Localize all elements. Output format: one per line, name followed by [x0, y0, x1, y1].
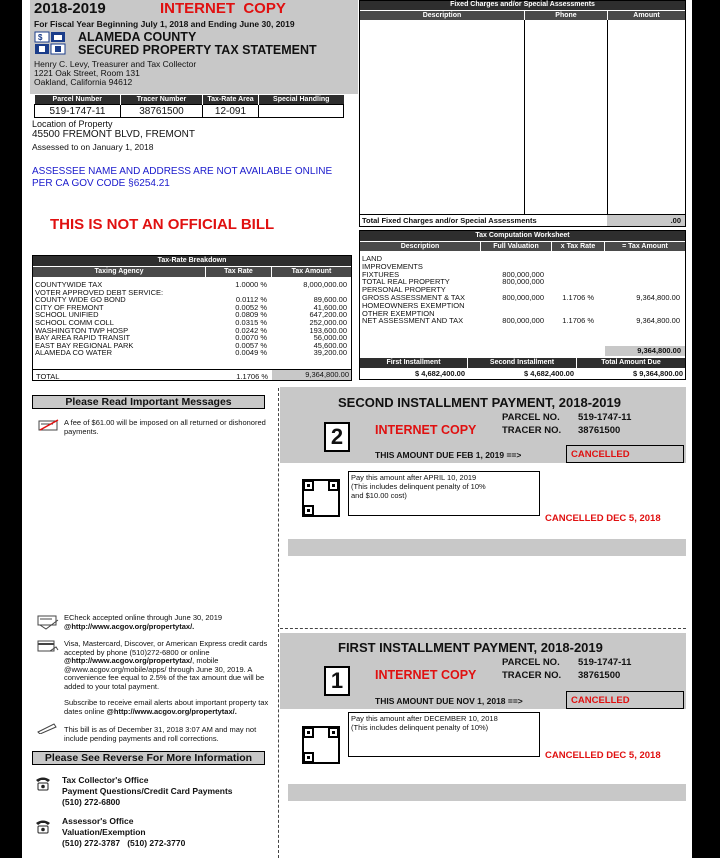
ws-label: LAND [362, 254, 383, 263]
first-tracer-label: TRACER NO. [502, 670, 562, 681]
collector-address: 1221 Oak Street, Room 131 [34, 68, 140, 78]
second-due-label: THIS AMOUNT DUE FEB 1, 2019 ==> [375, 450, 522, 460]
credit-card-icon [36, 638, 60, 654]
first-stub-bar [288, 784, 686, 801]
ws-value: 800,000,000 [502, 316, 544, 326]
breakdown-row [35, 349, 350, 357]
agency-rate: 1.0000 % [235, 280, 267, 289]
credit-card-notice [64, 640, 269, 691]
installment-summary [360, 358, 685, 379]
tax-rate-area-header: Tax-Rate Area [203, 95, 259, 105]
ws-label: PERSONAL PROPERTY [362, 285, 446, 295]
first-penalty-line2: (This includes delinquent penalty of 10%) [351, 723, 489, 732]
assessed-date: Assessed to on January 1, 2018 [32, 142, 154, 152]
messages-title: Please Read Important Messages [32, 395, 265, 409]
fixed-total-label: Total Fixed Charges and/or Special Assessments [362, 216, 537, 225]
echeck-icon [36, 614, 60, 630]
breakdown-col-amount: Tax Amount [272, 267, 351, 277]
second-installment-label: Second Installment [468, 358, 576, 368]
breakdown-total-label: TOTAL [36, 372, 60, 381]
second-installment-number: 2 [324, 422, 350, 452]
agency: BAY AREA RAPID TRANSIT [35, 333, 131, 343]
agency-amount: 89,600.00 [313, 295, 347, 305]
contacts-title: Please See Reverse For More Information [32, 751, 265, 765]
worksheet-title: Tax Computation Worksheet [360, 231, 685, 241]
breakdown-rows [35, 281, 350, 357]
agency: EAST BAY REGIONAL PARK [35, 340, 134, 350]
tax-collector-desc: Payment Questions/Credit Card Payments [62, 786, 233, 796]
parcel-number-header: Parcel Number [35, 95, 121, 105]
agency-rate: 0.0070 % [235, 333, 267, 343]
agency: COUNTYWIDE TAX [35, 280, 103, 289]
tax-rate-breakdown [32, 255, 352, 381]
first-due-label: THIS AMOUNT DUE NOV 1, 2018 ==> [375, 696, 523, 706]
subscribe-notice [64, 699, 269, 716]
second-installment-title: SECOND INSTALLMENT PAYMENT, 2018-2019 [338, 395, 621, 410]
worksheet-col-description: Description [360, 242, 480, 251]
second-cancelled-date: CANCELLED DEC 5, 2018 [545, 513, 661, 524]
property-location: 45500 FREMONT BLVD, FREMONT [32, 129, 195, 140]
statement-header [30, 0, 358, 94]
second-status: CANCELLED [566, 445, 684, 463]
agency-rate: 0.0049 % [235, 348, 267, 358]
fixed-charges-panel [359, 0, 686, 227]
second-penalty-line2: (This includes delinquent penalty of 10% [351, 482, 486, 491]
ws-rate: 1.1706 % [562, 292, 594, 302]
fixed-total-row [360, 214, 685, 226]
agency: WASHINGTON TWP HOSP [35, 325, 129, 335]
breakdown-col-agency: Taxing Agency [33, 267, 205, 277]
first-qr-code-icon [302, 726, 340, 764]
assessor-phone[interactable]: (510) 272-3787 (510) 272-3770 [62, 838, 186, 848]
second-parcel-label: PARCEL NO. [502, 412, 560, 423]
ws-label: HOMEOWNERS EXEMPTION [362, 300, 465, 310]
ws-value: 800,000,000 [502, 292, 544, 302]
first-status: CANCELLED [566, 691, 684, 709]
second-internet-copy: INTERNET COPY [375, 423, 477, 437]
county-name: ALAMEDA COUNTY [78, 30, 197, 44]
worksheet-col-rate: x Tax Rate [552, 242, 604, 251]
tracer-number-value: 38761500 [121, 105, 203, 118]
breakdown-total-amount: 9,364,800.00 [272, 370, 351, 380]
breakdown-col-rate: Tax Rate [206, 267, 271, 277]
subscribe-link[interactable]: @http://www.acgov.org/propertytax/. [106, 706, 237, 716]
worksheet-row [362, 317, 684, 325]
worksheet-rows [362, 255, 684, 325]
first-installment-number: 1 [324, 666, 350, 696]
ws-label: TOTAL REAL PROPERTY [362, 277, 450, 287]
first-installment-stub [280, 633, 686, 709]
ws-label: NET ASSESSMENT AND TAX [362, 316, 464, 326]
collector-name: Henry C. Levy, Treasurer and Tax Collector [34, 59, 197, 69]
agency: SCHOOL UNIFIED [35, 310, 99, 320]
tracer-number-header: Tracer Number [121, 95, 203, 105]
agency-rate: 0.0315 % [235, 317, 267, 327]
fee-notice: A fee of $61.00 will be imposed on all returned or dishonored payments. [64, 418, 266, 436]
fixed-total-value: .00 [607, 215, 685, 226]
tax-rate-area-value: 12-091 [203, 105, 259, 118]
agency-amount: 56,000.00 [313, 333, 347, 343]
tax-collector-phone[interactable]: (510) 272-6800 [62, 797, 121, 807]
ws-rate: 1.1706 % [562, 316, 594, 326]
second-stub-bar [288, 539, 686, 556]
breakdown-total-rate: 1.1706 % [236, 372, 268, 381]
perforation-line [278, 388, 279, 858]
agency-amount: 8,000,000.00 [303, 280, 347, 289]
echeck-link[interactable]: @http://www.acgov.org/propertytax/. [64, 621, 195, 631]
agency-amount: 45,600.00 [313, 340, 347, 350]
total-due-amount: $ 9,364,800.00 [632, 369, 683, 378]
first-penalty-line1: Pay this amount after DECEMBER 10, 2018 [351, 714, 498, 723]
ws-amount: 9,364,800.00 [636, 292, 680, 302]
agency-rate: 0.0052 % [235, 302, 267, 312]
special-handling-header: Special Handling [259, 95, 344, 105]
horizontal-perforation [280, 628, 686, 629]
parcel-table [34, 95, 344, 118]
agency-rate: 0.0242 % [235, 325, 267, 335]
first-tracer-value: 38761500 [578, 670, 621, 681]
worksheet-col-amount: = Tax Amount [605, 242, 685, 251]
total-due-label: Total Amount Due [577, 358, 685, 368]
agency: VOTER APPROVED DEBT SERVICE: [35, 287, 164, 297]
echeck-notice [64, 614, 269, 631]
returned-check-icon [38, 418, 60, 432]
agency: COUNTY WIDE GO BOND [35, 295, 126, 305]
special-handling-value [259, 105, 344, 118]
collector-city: Oakland, California 94612 [34, 77, 133, 87]
worksheet-col-full-value: Full Valuation [481, 242, 551, 251]
first-internet-copy: INTERNET COPY [375, 668, 477, 682]
statement-title: SECURED PROPERTY TAX STATEMENT [78, 43, 317, 57]
agency-rate: 0.0112 % [235, 295, 267, 305]
agency: ALAMEDA CO WATER [35, 348, 113, 358]
fixed-col-phone: Phone [525, 11, 607, 20]
fixed-divider-1 [524, 20, 525, 214]
ws-label: GROSS ASSESSMENT & TAX [362, 292, 465, 302]
cards-text: Visa, Mastercard, Discover, or American Express credit cards accepted by phone (510)272-6800 or online [64, 639, 268, 657]
agency-amount: 193,600.00 [309, 325, 347, 335]
phone-icon [34, 775, 52, 791]
assessee-notice-line1: ASSESSEE NAME AND ADDRESS ARE NOT AVAILABLE ONLINE [32, 166, 333, 177]
agency-amount: 252,000.00 [309, 317, 347, 327]
internet-copy-label: INTERNET COPY [160, 0, 286, 17]
ws-label: IMPROVEMENTS [362, 261, 423, 271]
parcel-number-value: 519-1747-11 [35, 105, 121, 118]
agency-rate: 0.0057 % [235, 340, 267, 350]
ws-label: OTHER EXEMPTION [362, 308, 435, 318]
worksheet-total: 9,364,800.00 [605, 346, 685, 356]
first-parcel-value: 519-1747-11 [578, 657, 632, 668]
agency: SCHOOL COMM COLL [35, 317, 114, 327]
agency-rate: 0.0809 % [235, 310, 267, 320]
first-cancelled-date: CANCELLED DEC 5, 2018 [545, 750, 661, 761]
second-installment-stub [280, 387, 686, 463]
second-tracer-value: 38761500 [578, 425, 621, 436]
statement-year: 2018-2019 [34, 0, 106, 17]
fixed-divider-2 [607, 20, 608, 214]
ws-amount: 9,364,800.00 [636, 316, 680, 326]
second-penalty-line3: and $10.00 cost) [351, 491, 407, 500]
fiscal-year-text: For Fiscal Year Beginning July 1, 2018 and Ending June 30, 2019 [34, 19, 295, 29]
assessor-office: Assessor's Office [62, 816, 134, 826]
second-penalty-box [348, 471, 540, 516]
pencil-icon [36, 722, 58, 734]
fixed-col-description: Description [360, 11, 524, 20]
second-qr-code-icon [302, 479, 340, 517]
bill-date-notice: This bill is as of December 31, 2018 3:07 AM and may not include pending payments and roll corrections. [64, 725, 257, 743]
first-installment-amount: $ 4,682,400.00 [414, 369, 465, 378]
first-parcel-label: PARCEL NO. [502, 657, 560, 668]
cards-link[interactable]: @http://www.acgov.org/propertytax/ [64, 656, 193, 665]
echeck-text: ECheck accepted online through June 30, 2019 [64, 613, 223, 622]
second-parcel-value: 519-1747-11 [578, 412, 632, 423]
cards-text-2: , mobile @www.acgov.org/mobile/apps/ through June 30, 2019. A convenience fee equal to 2.5% of the tax amount due will be added to your total payment. [64, 656, 265, 691]
second-installment-amount: $ 4,682,400.00 [523, 369, 574, 378]
first-installment-title: FIRST INSTALLMENT PAYMENT, 2018-2019 [338, 640, 603, 655]
fixed-col-amount: Amount [608, 11, 685, 20]
ws-label: FIXTURES [362, 269, 400, 279]
agency-amount: 41,600.00 [313, 302, 347, 312]
tax-worksheet [359, 230, 686, 380]
assessee-notice-line2: PER CA GOV CODE §6254.21 [32, 178, 170, 189]
fixed-charges-title: Fixed Charges and/or Special Assessments [360, 1, 685, 10]
location-label: Location of Property [32, 119, 113, 129]
ws-value: 800,000,000 [502, 277, 544, 287]
county-logo-icon [34, 31, 67, 55]
agency-amount: 39,200.00 [313, 348, 347, 358]
phone-icon [34, 818, 52, 834]
not-official-bill: THIS IS NOT AN OFFICIAL BILL [50, 216, 275, 233]
breakdown-title: Tax-Rate Breakdown [33, 256, 351, 266]
assessor-desc: Valuation/Exemption [62, 827, 146, 837]
second-penalty-line1: Pay this amount after APRIL 10, 2019 [351, 473, 477, 482]
first-installment-label: First Installment [360, 358, 467, 368]
agency: CITY OF FREMONT [35, 302, 104, 312]
second-tracer-label: TRACER NO. [502, 425, 562, 436]
first-penalty-box [348, 712, 540, 757]
tax-collector-office: Tax Collector's Office [62, 775, 149, 785]
ws-value: 800,000,000 [502, 269, 544, 279]
tax-statement-page [22, 0, 692, 858]
agency-amount: 647,200.00 [309, 310, 347, 320]
svg-text:$: $ [38, 33, 43, 42]
subscribe-text: Subscribe to receive email alerts about important property tax dates online [64, 698, 269, 716]
